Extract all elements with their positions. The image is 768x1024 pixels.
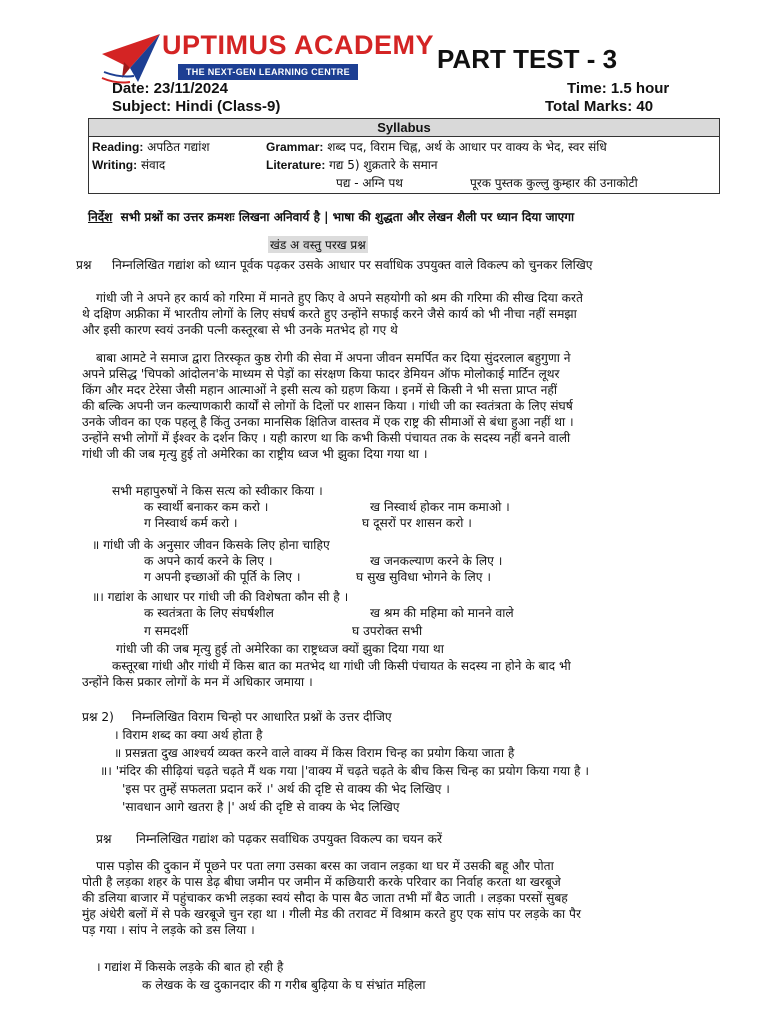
- q1-sub1-option: ख निस्वार्थ होकर नाम कमाओ ।: [370, 500, 510, 514]
- q1-sub1-option: घ दूसरों पर शासन करो ।: [362, 516, 472, 530]
- test-subject: Subject: Hindi (Class-9): [112, 98, 281, 115]
- q1-instruction: निम्नलिखित गद्यांश को ध्यान पूर्वक पढ़कर उसके आधार पर सर्वाधिक उपयुक्त वाले विकल्प को चुनकर लिखिए: [112, 258, 593, 272]
- q1-label: प्रश्न: [76, 258, 92, 272]
- q1-para1-line: गांधी जी ने अपने हर कार्य को गरिमा में मानते हुए किए वे अपने सहयोगी को श्रम की गरिमा की सीख दिया करते: [96, 291, 583, 305]
- q1-sub2-option: ख जनकल्याण करने के लिए ।: [370, 554, 503, 568]
- q1-sub1-option: ग निस्वार्थ कर्म करो ।: [144, 516, 238, 530]
- brand-name: UPTIMUS ACADEMY: [162, 30, 435, 60]
- q1-para2-line: बाबा आमटे ने समाज द्वारा तिरस्कृत कुष्ठ रोगी की सेवा में अपना जीवन समर्पित कर दिया सुंदरलाल बहुगुणा ने: [96, 351, 571, 365]
- q1-sub3-question: ॥। गद्यांश के आधार पर गांधी जी की विशेषता कौन सी है ।: [92, 590, 349, 604]
- q1-para2-line: किंग और मदर टेरेसा जैसी महान आत्माओं ने इसी सत्य को ग्रहण किया । इनमें से किसी ने भी सत्ता प्राप्त नहीं: [82, 383, 558, 397]
- q3-label: प्रश्न: [96, 832, 112, 846]
- q1-sub2-option: ग अपनी इच्छाओं की पूर्ति के लिए ।: [144, 570, 301, 584]
- q3-para-line: मुंह अंधेरी बलों में से पके खरबूजे चुन रहा था । गीली मेड की तरावट में विश्राम करते हुए एक सांप पर लड़के का पैर: [82, 907, 581, 921]
- q2-item: । विराम शब्द का क्या अर्थ होता है: [114, 728, 263, 742]
- q3-instruction: निम्नलिखित गद्यांश को पढ़कर सर्वाधिक उपयुक्त विकल्प का चयन करें: [136, 832, 442, 846]
- q2-item: ॥। 'मंदिर की सीढ़ियां चढ़ते चढ़ते मैं थक गया |'वाक्य में चढ़ते चढ़ते के बीच किस चिन्ह का प्रयोग किया गया है ।: [100, 764, 589, 778]
- q1-sub1-option: क स्वार्थी बनाकर कम करो ।: [144, 500, 269, 514]
- instruction-label: निर्देश: [88, 210, 113, 224]
- q1-para2-line: उनके जीवन का एक पहलू है किंतु उनका मानसिक क्षितिज वास्तव में एक राष्ट्र की सीमाओं से बंधा हुआ नहीं था ।: [82, 415, 574, 429]
- q1-sub2-question: ॥ गांधी जी के अनुसार जीवन किसके लिए होना चाहिए: [92, 538, 330, 552]
- q1-para1-line: थे दक्षिण अफ्रीका में भारतीय लोगों के लिए संघर्ष करते हुए उन्होंने सफाई करने जैसे कार्य को भी नीचा नहीं समझा: [82, 307, 577, 321]
- test-title: PART TEST - 3: [437, 44, 618, 74]
- q1-para2-line: अपने प्रसिद्ध 'चिपको आंदोलन'के माध्यम से पेड़ों का संरक्षण किया फादर डेमियन ऑफ मोलोकाई मार्टिन लूथर: [82, 367, 560, 381]
- q3-para-line: की डलिया बाजार में पहुंचाकर कभी लड़का स्वयं सौदा के पास बैठ जाता तभी माँ बैठ जाती । लड़का परसों सुबह: [82, 891, 568, 905]
- q1-sub5-question: उन्होंने किस प्रकार लोगों के मन में अधिकार जमाया ।: [82, 675, 313, 689]
- syllabus-grammar: Grammar: शब्द पद, विराम चिह्न, अर्थ के आधार पर वाक्य के भेद, स्वर संधि: [266, 140, 607, 154]
- q2-item: ॥ प्रसन्नता दुख आश्चर्य व्यक्त करने वाले वाक्य में किस विराम चिन्ह का प्रयोग किया जाता है: [114, 746, 515, 760]
- section-title: खंड अ वस्तु परख प्रश्न: [270, 238, 366, 252]
- q1-para2-line: गांधी जी की जब मृत्यु हुई तो अमेरिका का राष्ट्रीय ध्वज भी झुका दिया गया था ।: [82, 447, 428, 461]
- q1-para2-line: उन्होंने सभी लोगों में ईश्वर के दर्शन किए । यही कारण था कि कभी किसी पंचायत तक के सदस्य नहीं बनने वाली: [82, 431, 571, 445]
- q2-instruction: निम्नलिखित विराम चिन्हो पर आधारित प्रश्नों के उत्तर दीजिए: [132, 710, 392, 724]
- test-duration: Time: 1.5 hour: [567, 80, 670, 97]
- q1-sub1-question: सभी महापुरुषों ने किस सत्य को स्वीकार किया ।: [112, 484, 323, 498]
- q1-sub3-option: घ उपरोक्त सभी: [352, 624, 423, 638]
- q3-para-line: पड़ गया । सांप ने लड़के को डस लिया ।: [82, 923, 255, 937]
- q1-sub5-question: कस्तूरबा गांधी और गांधी में किस बात का मतभेद था गांधी जी किसी पंचायत के सदस्य ना होने के बाद भी: [112, 659, 571, 673]
- instruction: [88, 208, 574, 225]
- q3-para-line: पास पड़ोस की दुकान में पूछने पर पता लगा उसका बरस का जवान लड़का था घर में उसकी बहू और पोता: [96, 859, 554, 873]
- syllabus-poetry: पद्य - अग्नि पथ: [336, 176, 403, 190]
- q1-sub2-option: क अपने कार्य करने के लिए ।: [144, 554, 273, 568]
- brand-tagline: THE NEXT-GEN LEARNING CENTRE: [178, 64, 358, 80]
- q1-sub3-option: ख श्रम की महिमा को मानने वाले: [370, 606, 514, 620]
- syllabus-literature: Literature: गद्य 5) शुक्रतारे के समान: [266, 158, 438, 172]
- syllabus-title: Syllabus: [89, 119, 719, 137]
- instruction-text: सभी प्रश्नों का उत्तर क्रमशः लिखना अनिवार्य है | भाषा की शुद्धता और लेखन शैली पर ध्यान दिया जाएगा: [120, 210, 575, 224]
- q3-sub1-question: । गद्यांश में किसके लड़के की बात हो रही है: [96, 960, 284, 974]
- q3-para-line: पोती है लड़का शहर के पास डेढ़ बीघा जमीन पर जमीन में कछियारी करके परिवार का निर्वाह करता था खरबूजे: [82, 875, 561, 889]
- q2-label: प्रश्न 2): [82, 710, 114, 724]
- q2-item: 'सावधान आगे खतरा है |' अर्थ की दृष्टि से वाक्य के भेद लिखिए: [122, 800, 400, 814]
- q1-sub4-question: गांधी जी की जब मृत्यु हुई तो अमेरिका का राष्ट्रध्वज क्यों झुका दिया गया था: [116, 642, 444, 656]
- q1-para2-line: की बल्कि अपनी जन कल्याणकारी कार्यों से लोगों के दिलों पर शासन किया । गांधी जी का स्वतंत्रता के लिए संघर्ष: [82, 399, 573, 413]
- paper-plane-icon: [100, 32, 162, 86]
- syllabus-writing: Writing: संवाद: [92, 158, 166, 172]
- test-total-marks: Total Marks: 40: [545, 98, 654, 115]
- test-date: Date: 23/11/2024: [112, 80, 228, 97]
- q2-item: 'इस पर तुम्हें सफलता प्रदान करें ।' अर्थ की दृष्टि से वाक्य की भेद लिखिए ।: [122, 782, 450, 796]
- syllabus-supplementary: पूरक पुस्तक कुल्लु कुम्हार की उनाकोटी: [470, 176, 638, 190]
- q1-para1-line: और इसी कारण स्वयं उनकी पत्नी कस्तूरबा से भी उनके मतभेद हो गए थे: [82, 323, 398, 337]
- q1-sub2-option: घ सुख सुविधा भोगने के लिए ।: [356, 570, 491, 584]
- q1-sub3-option: क स्वतंत्रता के लिए संघर्षशील: [144, 606, 274, 620]
- syllabus-reading: Reading: अपठित गद्यांश: [92, 140, 210, 154]
- q3-sub1-options: क लेखक के ख दुकानदार की ग गरीब बुढ़िया के घ संभ्रांत महिला: [142, 978, 426, 992]
- q1-sub3-option: ग समदर्शी: [144, 624, 189, 638]
